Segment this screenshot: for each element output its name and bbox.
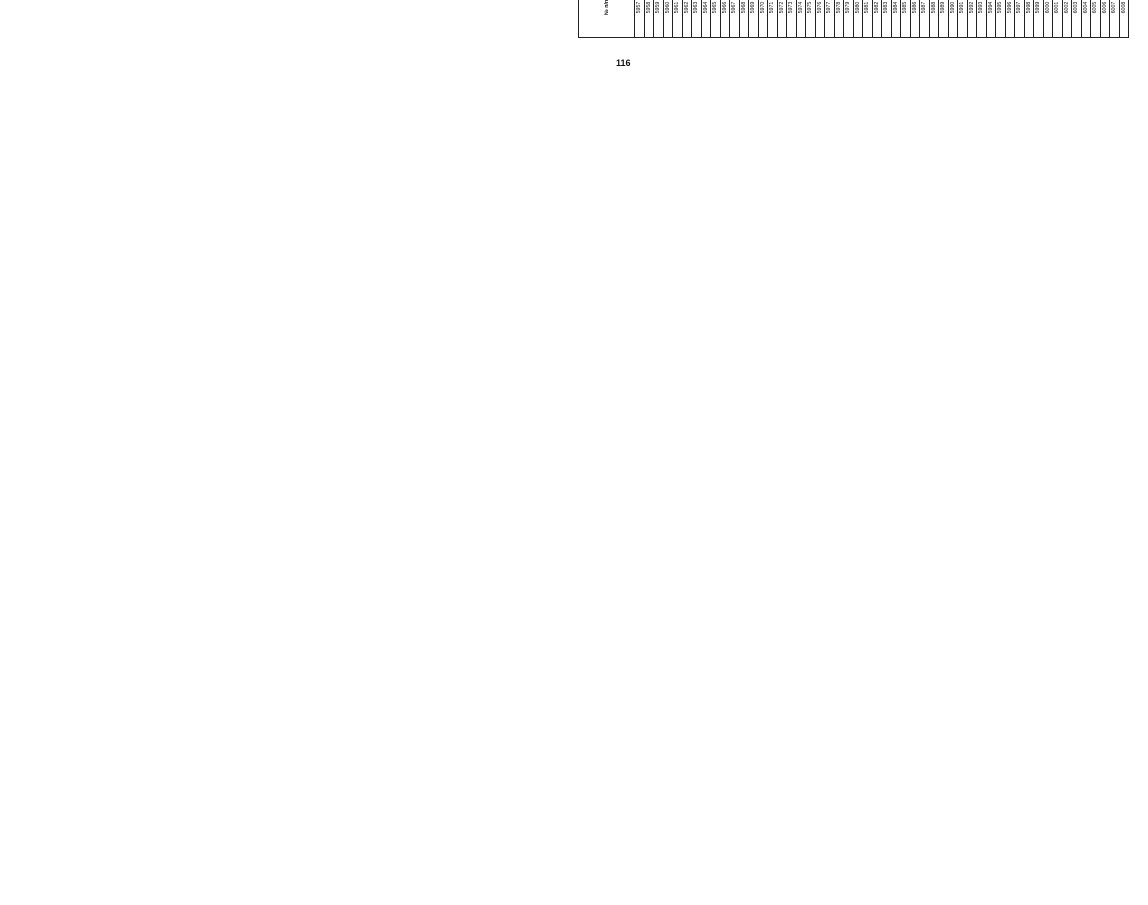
- row-number-cell: 6001: [1053, 0, 1063, 38]
- table-body: [635, 0, 1129, 38]
- table-row: [967, 0, 977, 38]
- row-number-cell: 6000: [1043, 0, 1053, 38]
- row-number-cell: 5958: [644, 0, 654, 38]
- table-row: [1072, 0, 1082, 38]
- table-row: [834, 0, 844, 38]
- table-row: [891, 0, 901, 38]
- row-number-cell: 6003: [1072, 0, 1082, 38]
- table-row: [673, 0, 683, 38]
- table-row: [711, 0, 721, 38]
- table-row: [1043, 0, 1053, 38]
- row-number-cell: 5991: [958, 0, 968, 38]
- table-row: [1119, 0, 1129, 38]
- row-number-cell: 6002: [1062, 0, 1072, 38]
- row-number-cell: 5966: [720, 0, 730, 38]
- row-number-cell: 5986: [910, 0, 920, 38]
- row-number-cell: 5975: [806, 0, 816, 38]
- repair-schedule-table: [578, 0, 1129, 38]
- row-number-cell: 5964: [701, 0, 711, 38]
- row-number-cell: 5959: [654, 0, 664, 38]
- row-number-cell: 5988: [929, 0, 939, 38]
- row-number-cell: 6008: [1119, 0, 1129, 38]
- table-row: [663, 0, 673, 38]
- table-row: [1053, 0, 1063, 38]
- row-number-cell: 6005: [1091, 0, 1101, 38]
- row-number-cell: 5981: [863, 0, 873, 38]
- row-number-cell: 5957: [635, 0, 645, 38]
- row-number-cell: 5967: [730, 0, 740, 38]
- table-row: [825, 0, 835, 38]
- row-number-cell: 5992: [967, 0, 977, 38]
- table-row: [644, 0, 654, 38]
- row-number-cell: 5996: [1005, 0, 1015, 38]
- table-row: [986, 0, 996, 38]
- table-row: [682, 0, 692, 38]
- header-no: № п/п: [579, 0, 635, 38]
- page-number: 116: [616, 58, 631, 68]
- table-row: [1100, 0, 1110, 38]
- table-row: [939, 0, 949, 38]
- table-row: [777, 0, 787, 38]
- table-row: [910, 0, 920, 38]
- row-number-cell: 5995: [996, 0, 1006, 38]
- table-row: [1081, 0, 1091, 38]
- table-row: [872, 0, 882, 38]
- row-number-cell: 5968: [739, 0, 749, 38]
- table-row: [863, 0, 873, 38]
- table-row: [692, 0, 702, 38]
- row-number-cell: 6006: [1100, 0, 1110, 38]
- table-row: [1091, 0, 1101, 38]
- row-number-cell: 5977: [825, 0, 835, 38]
- table-row: [977, 0, 987, 38]
- table-row: [796, 0, 806, 38]
- table-row: [1024, 0, 1034, 38]
- row-number-cell: 5980: [853, 0, 863, 38]
- table-row: [948, 0, 958, 38]
- table-row: [1110, 0, 1120, 38]
- row-number-cell: 5971: [768, 0, 778, 38]
- row-number-cell: 5999: [1034, 0, 1044, 38]
- row-number-cell: 5965: [711, 0, 721, 38]
- table-row: [701, 0, 711, 38]
- table-row: [920, 0, 930, 38]
- row-number-cell: 5998: [1024, 0, 1034, 38]
- table-row: [929, 0, 939, 38]
- table-row: [1015, 0, 1025, 38]
- table-row: [720, 0, 730, 38]
- table-row: [1005, 0, 1015, 38]
- row-number-cell: 5969: [749, 0, 759, 38]
- row-number-cell: 5978: [834, 0, 844, 38]
- row-number-cell: 5961: [673, 0, 683, 38]
- row-number-cell: 5985: [901, 0, 911, 38]
- row-number-cell: 5960: [663, 0, 673, 38]
- table-row: [806, 0, 816, 38]
- row-number-cell: 5987: [920, 0, 930, 38]
- rotated-table-page: [578, 0, 1148, 38]
- row-number-cell: 5979: [844, 0, 854, 38]
- row-number-cell: 5989: [939, 0, 949, 38]
- row-number-cell: 5962: [682, 0, 692, 38]
- table-row: [815, 0, 825, 38]
- table-row: [768, 0, 778, 38]
- row-number-cell: 5983: [882, 0, 892, 38]
- table-row: [654, 0, 664, 38]
- row-number-cell: 6004: [1081, 0, 1091, 38]
- row-number-cell: 5982: [872, 0, 882, 38]
- table-row: [853, 0, 863, 38]
- table-row: [901, 0, 911, 38]
- table-row: [996, 0, 1006, 38]
- table-row: [758, 0, 768, 38]
- row-number-cell: 5963: [692, 0, 702, 38]
- table-row: [958, 0, 968, 38]
- row-number-cell: 5993: [977, 0, 987, 38]
- row-number-cell: 5994: [986, 0, 996, 38]
- row-number-cell: 6007: [1110, 0, 1120, 38]
- table-row: [882, 0, 892, 38]
- row-number-cell: 5997: [1015, 0, 1025, 38]
- table-row: [730, 0, 740, 38]
- table-row: [1034, 0, 1044, 38]
- row-number-cell: 5984: [891, 0, 901, 38]
- table-row: [787, 0, 797, 38]
- row-number-cell: 5990: [948, 0, 958, 38]
- table-row: [749, 0, 759, 38]
- row-number-cell: 5972: [777, 0, 787, 38]
- table-row: [844, 0, 854, 38]
- row-number-cell: 5974: [796, 0, 806, 38]
- table-row: [635, 0, 645, 38]
- table-row: [739, 0, 749, 38]
- row-number-cell: 5973: [787, 0, 797, 38]
- row-number-cell: 5976: [815, 0, 825, 38]
- table-row: [1062, 0, 1072, 38]
- row-number-cell: 5970: [758, 0, 768, 38]
